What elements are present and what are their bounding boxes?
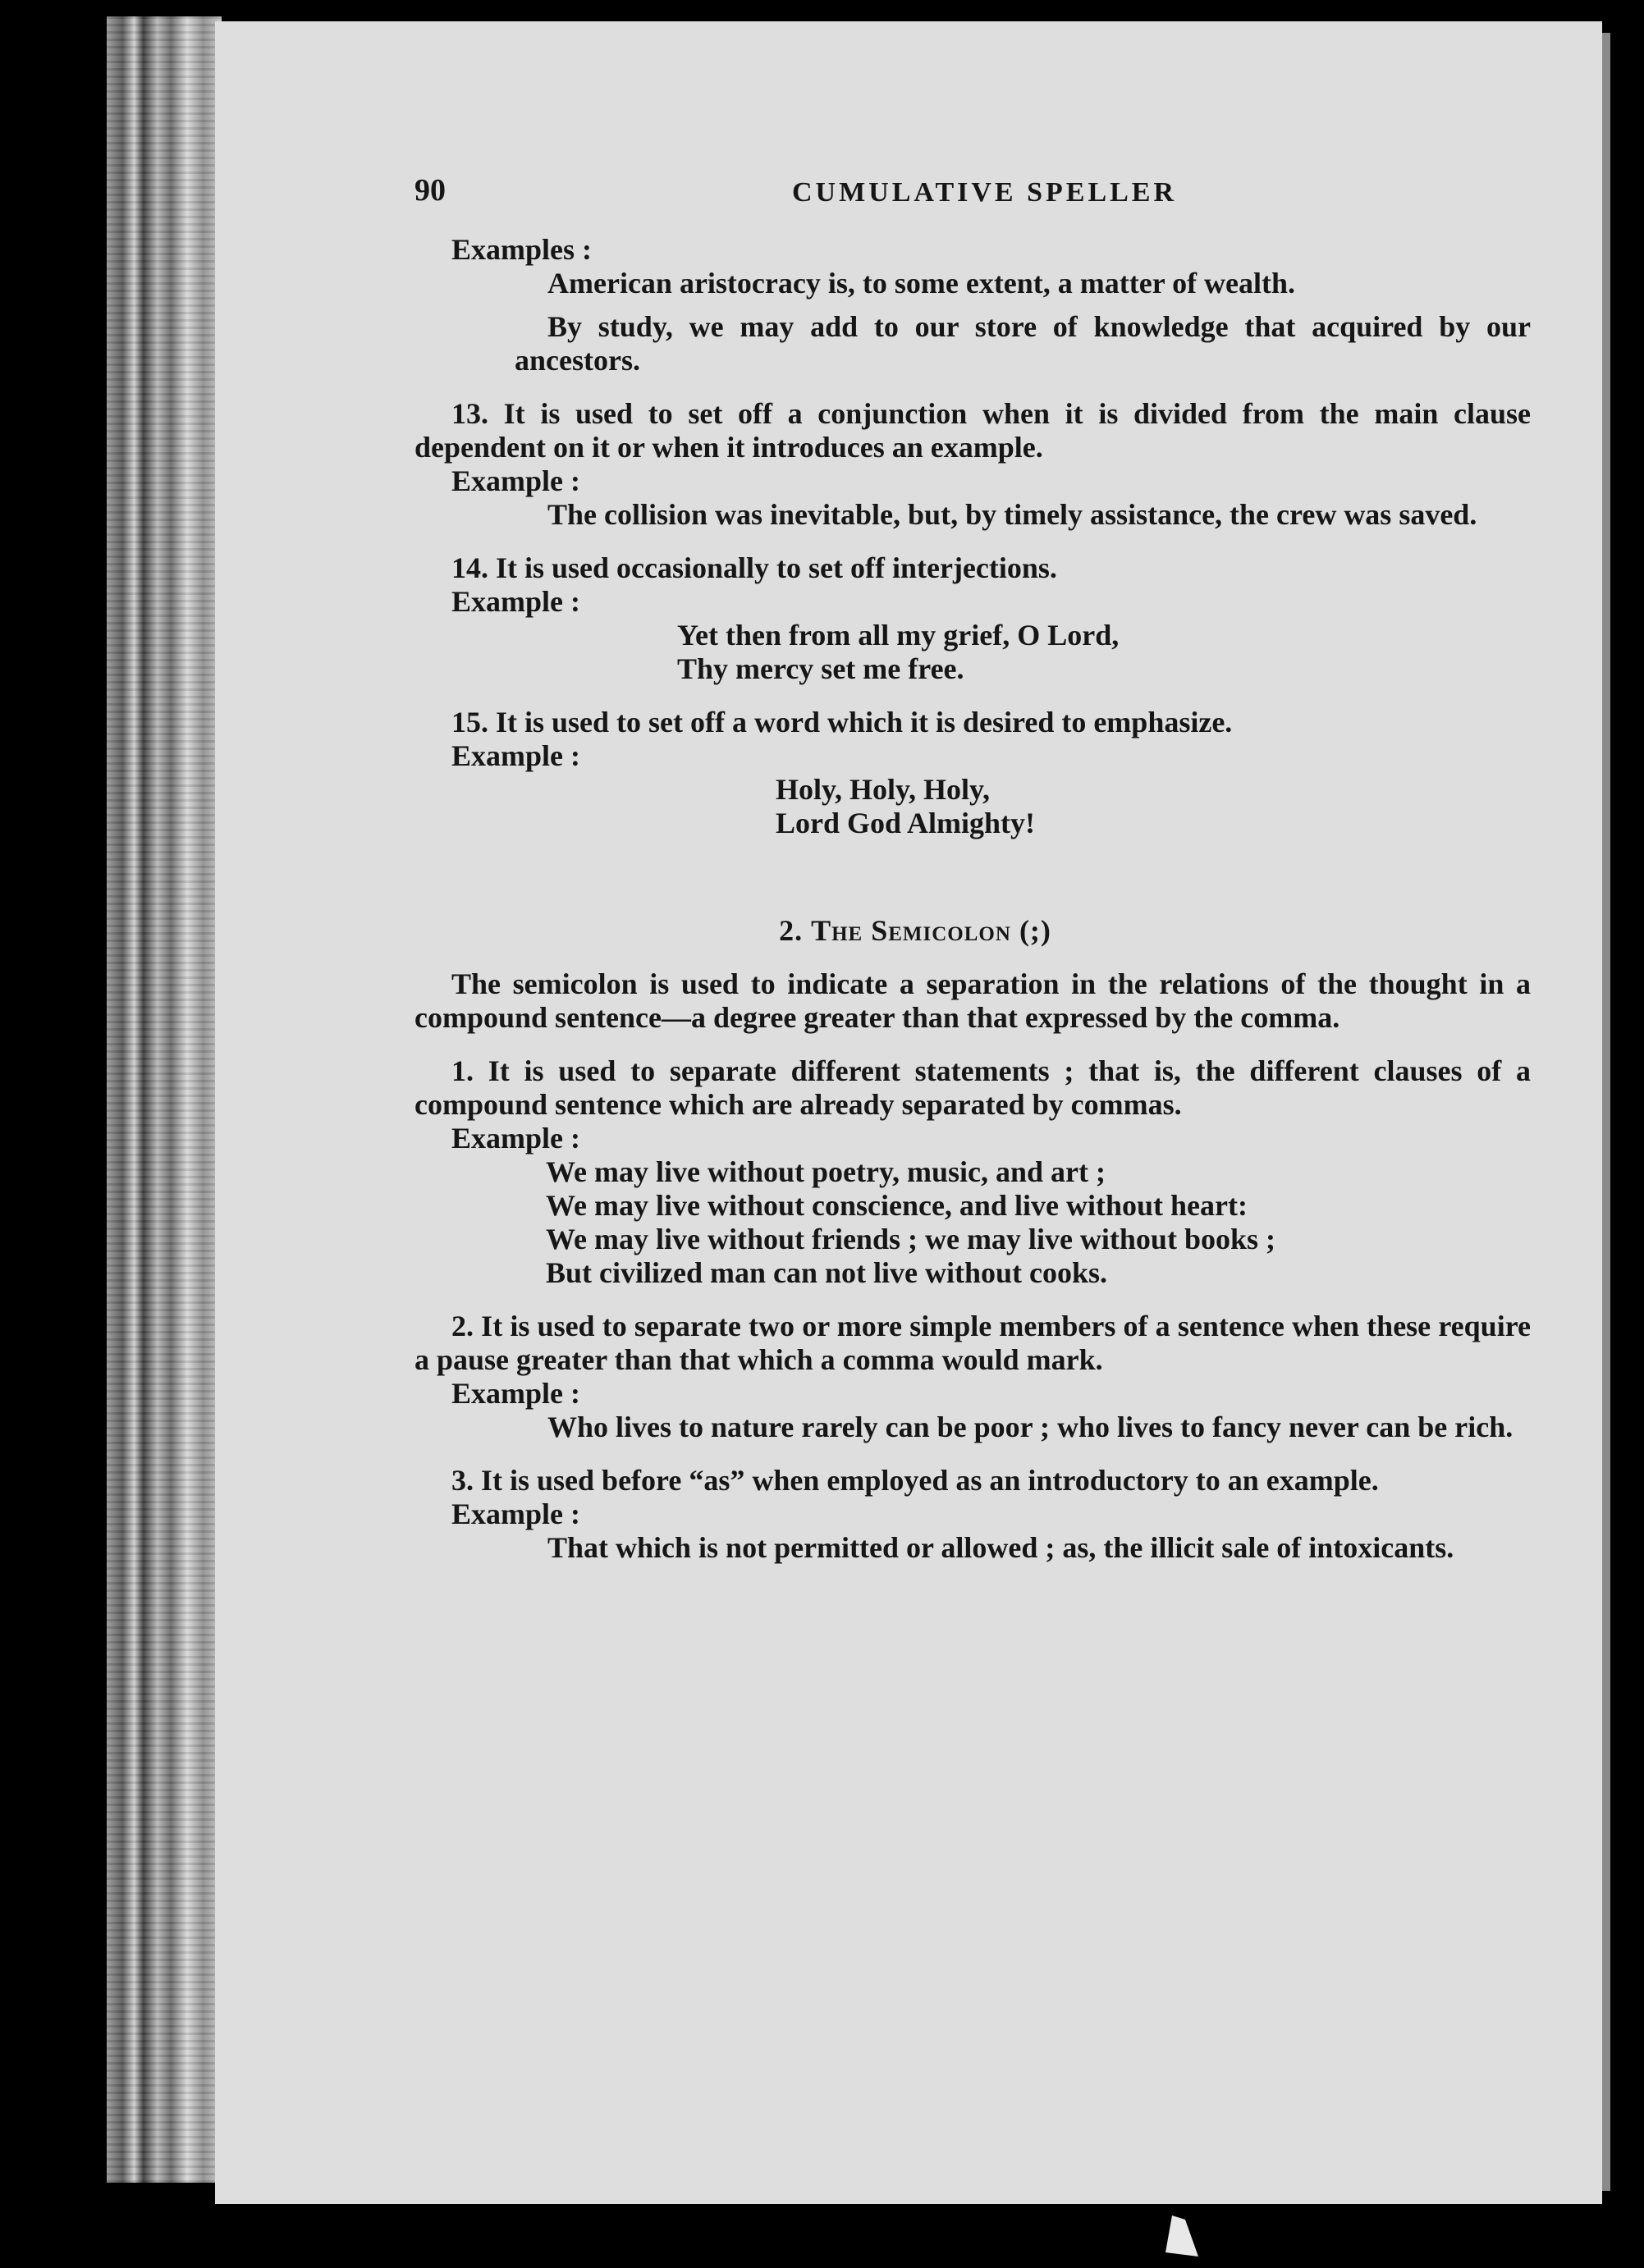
rule-2: 2. It is used to separate two or more simple members of a sentence when these require a pause greater than that which a comma would mark.: [414, 1310, 1531, 1376]
running-head: [414, 174, 1531, 215]
example-label: Example :: [451, 1498, 580, 1530]
example-text: That which is not permitted or allowed ; as, the illicit sale of intoxicants.: [547, 1531, 1454, 1564]
example-label: Example :: [451, 739, 580, 772]
verse-line: But civilized man can not live without cooks.: [546, 1256, 1108, 1289]
section-mark: (;): [1019, 914, 1051, 947]
verse-line: Holy, Holy, Holy,: [776, 773, 991, 806]
section-heading: [414, 914, 1531, 948]
running-title: CUMULATIVE SPELLER: [792, 177, 1178, 208]
page-number: 90: [414, 173, 446, 208]
rule-3: 3. It is used before “as” when employed as an introductory to an example.: [451, 1464, 1379, 1497]
verse-line: We may live without poetry, music, and art ;: [546, 1155, 1106, 1188]
example-text: The collision was inevitable, but, by timely assistance, the crew was saved.: [547, 498, 1477, 531]
verse-line: Thy mercy set me free.: [677, 652, 964, 685]
verse-line: Lord God Almighty!: [776, 807, 1036, 839]
rule-1: 1. It is used to separate different statements ; that is, the different clauses of a compound sentence which are already separated by commas.: [414, 1054, 1531, 1121]
verse-line: Yet then from all my grief, O Lord,: [677, 619, 1120, 652]
rule-15: 15. It is used to set off a word which it is desired to emphasize.: [451, 706, 1233, 738]
example-label: Example :: [451, 1122, 580, 1155]
rule-13: 13. It is used to set off a conjunction when it is divided from the main clause dependent on it or when it introduces an example.: [414, 397, 1531, 464]
section-title: The Semicolon: [811, 914, 1011, 947]
example-text: By study, we may add to our store of knowledge that acquired by our ancestors.: [515, 310, 1531, 377]
page-edge: [1602, 33, 1610, 2191]
example-text: Who lives to nature rarely can be poor ; who lives to fancy never can be rich.: [547, 1411, 1513, 1443]
example-label: Example :: [451, 464, 580, 497]
verse-line: We may live without friends ; we may live without books ;: [546, 1223, 1275, 1255]
book-binding: [107, 16, 222, 2183]
semicolon-intro: The semicolon is used to indicate a separation in the relations of the thought in a compound sentence—a degree greater than that expressed by the comma.: [414, 967, 1531, 1034]
verse-line: We may live without conscience, and live without heart:: [546, 1189, 1248, 1222]
section-number: 2.: [779, 914, 804, 947]
example-label: Example :: [451, 585, 580, 618]
rule-14: 14. It is used occasionally to set off interjections.: [451, 551, 1057, 584]
example-label: Example :: [451, 1377, 580, 1410]
examples-label: Examples :: [451, 233, 592, 266]
example-text: American aristocracy is, to some extent, a matter of wealth.: [547, 267, 1296, 300]
page-text: [414, 174, 1531, 1565]
